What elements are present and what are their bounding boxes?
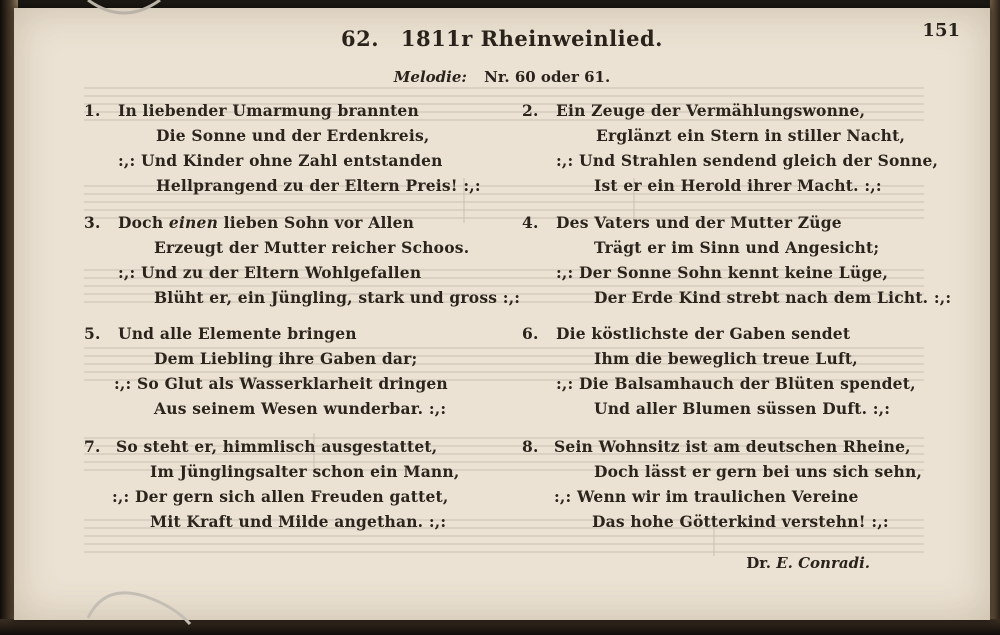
page-edge: [990, 0, 1000, 635]
stanza-number: 6.: [522, 324, 539, 343]
verse-line: :,: Und Strahlen sendend gleich der Sonne,: [556, 151, 939, 170]
verse-line: Ein Zeuge der Vermählungswonne,: [556, 101, 866, 120]
verse-line: :,: Wenn wir im traulichen Vereine: [554, 487, 859, 506]
verse-line: Ihm die beweglich treue Luft,: [594, 349, 858, 368]
verse-line: In liebender Umarmung brannten: [118, 101, 419, 120]
song-number: 62.: [340, 26, 380, 51]
verse-line: Erzeugt der Mutter reicher Schoos.: [154, 238, 470, 257]
verse-line: Und aller Blumen süssen Duft. :,:: [594, 399, 891, 418]
author-prefix: Dr.: [746, 554, 771, 572]
verse-line: Ist er ein Herold ihrer Macht. :,:: [594, 176, 882, 195]
verse-line: Der Erde Kind strebt nach dem Licht. :,:: [594, 288, 952, 307]
verse-line: :,: Und zu der Eltern Wohlgefallen: [118, 263, 422, 282]
verse-line: Die Sonne und der Erdenkreis,: [156, 126, 430, 145]
verse-line: Die köstlichste der Gaben sendet: [556, 324, 851, 343]
verse-line: Erglänzt ein Stern in stiller Nacht,: [596, 126, 906, 145]
emphasized-word: einen: [168, 213, 219, 232]
stanza-number: 1.: [84, 101, 101, 120]
verse-line: Und alle Elemente bringen: [118, 324, 357, 343]
verse-line: Mit Kraft und Milde angethan. :,:: [150, 512, 447, 531]
verse-line: Im Jünglingsalter schon ein Mann,: [150, 462, 460, 481]
verse-line: :,: Die Balsamhauch der Blüten spendet,: [556, 374, 916, 393]
verse-line: Aus seinem Wesen wunderbar. :,:: [154, 399, 447, 418]
stanza-number: 3.: [84, 213, 101, 232]
verse-line: :,: Der gern sich allen Freuden gattet,: [112, 487, 449, 506]
stanza-number: 5.: [84, 324, 101, 343]
verse-line: Hellprangend zu der Eltern Preis! :,:: [156, 176, 481, 195]
song-title: 1811r Rheinweinlied.: [400, 26, 663, 51]
verse-line: Trägt er im Sinn und Angesicht;: [594, 238, 880, 257]
page-number: 151: [922, 20, 960, 41]
verse-line: :,: So Glut als Wasserklarheit dringen: [114, 374, 448, 393]
verse-line: :,: Der Sonne Sohn kennt keine Lüge,: [556, 263, 889, 282]
author-signature: [746, 554, 870, 572]
song-heading: [14, 26, 990, 51]
verse-line: Dem Liebling ihre Gaben dar;: [154, 349, 418, 368]
verse-line: Das hohe Götterkind verstehn! :,:: [592, 512, 889, 531]
verse-line: So steht er, himmlisch ausgestattet,: [116, 437, 438, 456]
verse-line: Doch lässt er gern bei uns sich sehn,: [594, 462, 923, 481]
verse-line: Blüht er, ein Jüngling, stark und gross :,:: [154, 288, 521, 307]
author-name: E. Conradi.: [776, 554, 870, 572]
stanza-number: 7.: [84, 437, 101, 456]
verse-line: Doch einen lieben Sohn vor Allen: [118, 213, 415, 232]
verse-line: Sein Wohnsitz ist am deutschen Rheine,: [554, 437, 911, 456]
verse-line: Des Vaters und der Mutter Züge: [556, 213, 842, 232]
melody-value: Nr. 60 oder 61.: [484, 68, 611, 86]
stanza-number: 2.: [522, 101, 539, 120]
verse-line: :,: Und Kinder ohne Zahl entstanden: [118, 151, 443, 170]
book-page: [14, 8, 990, 620]
stanza-number: 4.: [522, 213, 539, 232]
melody-label: Melodie:: [393, 68, 467, 86]
bottom-clip-mark: [84, 588, 194, 628]
top-clip-mark: [84, 0, 164, 26]
stanza-number: 8.: [522, 437, 539, 456]
melody-reference: [14, 68, 990, 86]
